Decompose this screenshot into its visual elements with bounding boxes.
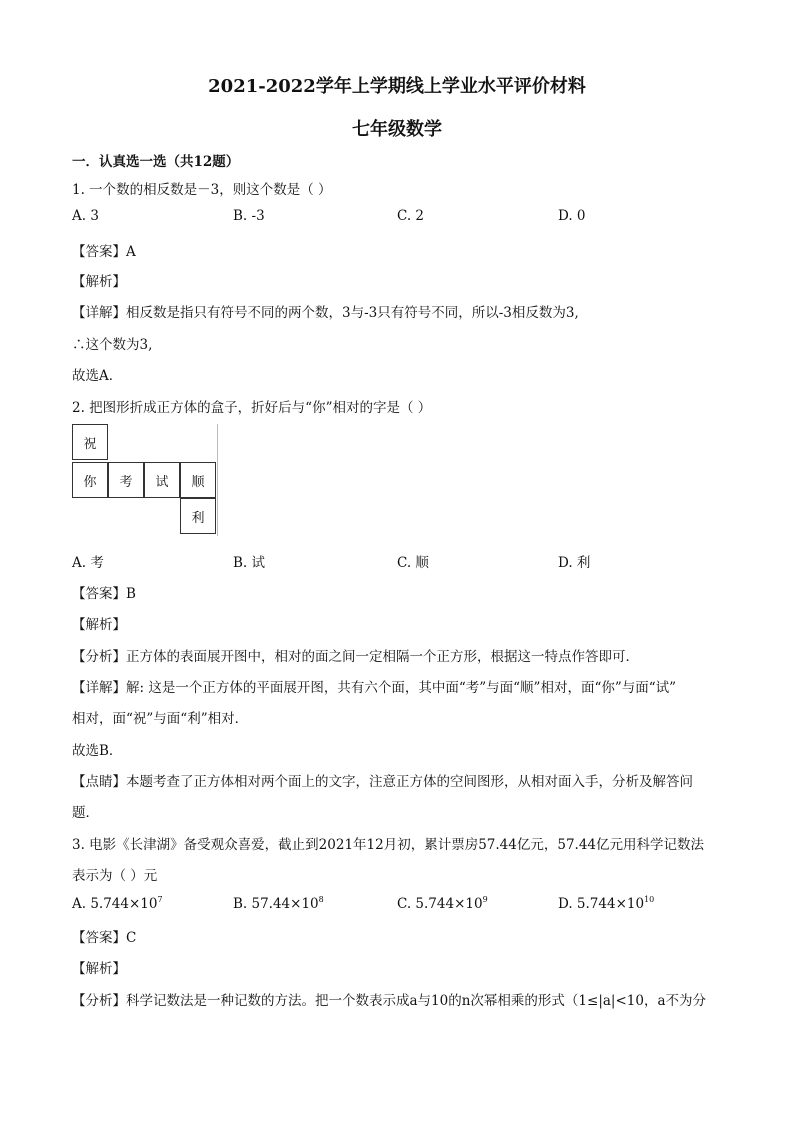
q3-option-d: D. $5.744\times 10^{10}$ (558, 895, 655, 912)
q3-answer: 【答案】C (72, 930, 137, 946)
q2-detail-line1: 【详解】解: 这是一个正方体的平面展开图，共有六个面，其中面“考”与面“顺”相对，面“你”与面“试” (72, 680, 677, 696)
document-title: 2021-2022学年上学期线上学业水平评价材料 (208, 76, 586, 97)
q1-therefore: ∴这个数为3, (72, 337, 153, 353)
net-cell-li: 利 (180, 498, 216, 534)
section-heading: 一．认真选一选（共12题） (72, 154, 240, 170)
q2-comment-line2: 题． (72, 805, 99, 821)
q1-option-c: C. 2 (397, 208, 425, 224)
q2-analysis-label: 【解析】 (72, 617, 126, 633)
net-cell-zhu: 祝 (72, 424, 108, 460)
q1-detail: 【详解】相反数是指只有符号不同的两个数，3与-3只有符号不同，所以-3相反数为3, (72, 305, 579, 321)
q1-option-b: B. -3 (233, 208, 265, 224)
q2-option-a: A. 考 (72, 555, 104, 571)
q2-choose: 故选B． (72, 743, 123, 759)
q2-fenxi: 【分析】正方体的表面展开图中，相对的面之间一定相隔一个正方形，根据这一特点作答即可． (72, 649, 639, 665)
net-cell-ni: 你 (72, 462, 108, 498)
net-cell-shun: 顺 (180, 462, 216, 498)
q2-detail-line2: 相对，面“祝”与面“利”相对． (72, 711, 249, 727)
cube-net-figure (72, 424, 218, 536)
net-cell-kao: 考 (108, 462, 144, 498)
q1-option-d: D. 0 (558, 208, 586, 224)
q2-stem: 2. 把图形折成正方体的盒子，折好后与“你”相对的字是（ ） (72, 400, 432, 416)
q1-choose: 故选A． (72, 368, 123, 384)
q2-answer: 【答案】B (72, 586, 136, 602)
document-subtitle: 七年级数学 (352, 119, 442, 140)
q1-answer: 【答案】A (72, 244, 136, 260)
q2-option-c: C. 顺 (397, 555, 429, 571)
q1-option-a: A. 3 (72, 208, 99, 224)
q3-fenxi: 【分析】科学记数法是一种记数的方法。把一个数表示成a与10的n次幂相乘的形式（1≤|a|<10，a不为分 (72, 993, 707, 1009)
q2-option-d: D. 利 (558, 555, 591, 571)
net-cell-shi: 试 (144, 462, 180, 498)
q3-option-c: C. $5.744\times 10^9$ (397, 895, 488, 912)
q3-option-a: A. $5.744\times 10^7$ (72, 895, 163, 912)
q3-stem-line1: 3. 电影《长津湖》备受观众喜爱，截止到2021年12月初，累计票房57.44亿元，57.44亿元用科学记数法 (72, 837, 705, 853)
q3-stem-line2: 表示为（ ）元 (72, 868, 158, 884)
q3-option-b: B. $57.44\times 10^8$ (233, 895, 324, 912)
q2-option-b: B. 试 (233, 555, 266, 571)
q3-analysis-label: 【解析】 (72, 961, 126, 977)
q2-comment-line1: 【点睛】本题考查了正方体相对两个面上的文字，注意正方体的空间图形，从相对面入手，分析及解答问 (72, 774, 693, 790)
q1-analysis-label: 【解析】 (72, 274, 126, 290)
q1-stem: 1. 一个数的相反数是－3，则这个数是（ ） (72, 182, 332, 198)
